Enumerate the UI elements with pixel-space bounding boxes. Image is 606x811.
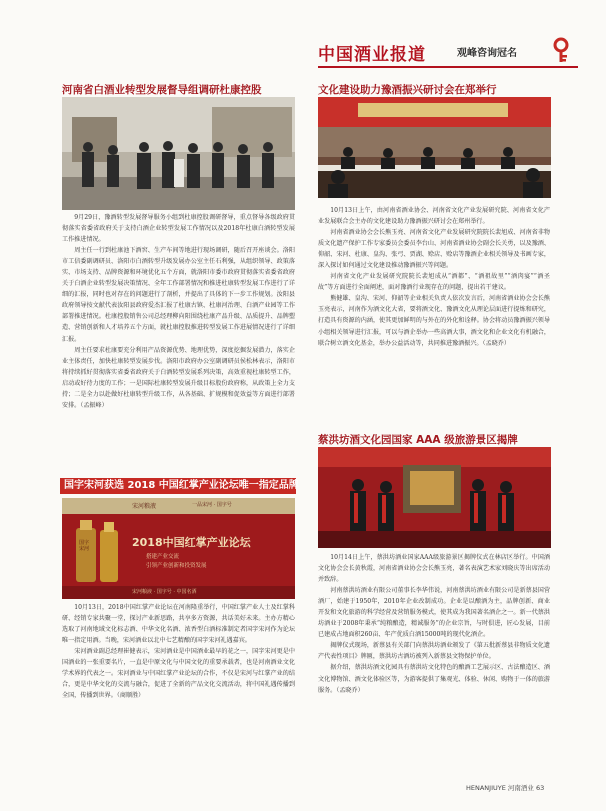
article-body-caixi	[318, 552, 550, 782]
paragraph: 10月13日，2018中国红掌产业论坛在河南隆重举行，中国红掌产业人士及红掌科研、经销专家共聚一堂，探讨产业新思路，共享多方资源，共话美好未来。主办方精心选取了河南地域文化标志酒、中华文化名酒、浓香型白酒标准制定者国字宋河作为论坛唯一指定用酒。当晚，宋河酒业以北中七艺精酿的国字宋河礼遇嘉宾。	[62, 604, 295, 645]
paragraph: 10月14日上午，蔡洪坊酒业国家AAA级旅游景区揭牌仪式在林店区举行。中国酒文化协会会长黄秋霞，河南省酒业协会会长熊玉亮，著名表演艺术家刘晓庆等出席活动并致辞。	[318, 554, 550, 584]
photo-culture-seminar	[318, 97, 551, 198]
page-footer: HENANJIUYE 河南酒业 63	[466, 784, 545, 792]
article-title-caixi: 蔡洪坊酒文化园国家 AAA 级旅游景区揭牌	[318, 434, 518, 446]
paragraph: 熊健雄、皇沟、宋河、仰韶等企业相关负责人依次发言后，河南省酒业协会会长熊玉亮表示，河南作为酒文化大省，要将酒文化、豫酒文化从理论层面进行提炼和研究，打造具有资源的内涵，使其更加鲜明的与外在的外化和诠释。协会将动员豫酒振兴领导小组相关领导进行汇报，可以与酒企举办一些高酒大事，酒文化和企业文化有机融合，联合树立酒文化基金，举办公益活动等，共同推进豫酒振兴。（孟晓乔）	[318, 295, 550, 347]
banner-line: 引领产业创新和投资发展	[146, 563, 207, 569]
paragraph: 周主任要求杜康要充分利用产品资源优势、地理优势，深度挖掘发展潜力，落实企业主体责任，加快杜康转型发展步伐。洛阳市政府办公室副调研员侯松林表示，洛阳市将持续抓好贯彻落实省委省政府关于白酒转型发展系列决策，高效重视杜康转型工作，启动或好待力度的工作；一是国际杜康转型发展升级目标股份政府称，从政策上全力支持；二是全力以赴做好杜康转型升级工作，从各基础、扩规模和促效益等方面进行部署安排。（孟振峰）	[62, 346, 295, 409]
article-body-songhe	[62, 602, 295, 782]
banner-line: 搭建产业交流	[146, 554, 180, 560]
paragraph: 河南省酒业协会会长熊玉亮、河南省文化产业发展研究院院长裴旭成、河南省非物质文化遗产保护工作专家委员会委员李台山、河南省酒业协会副会长关勇，以及豫酒、仰韶、宋河、杜康、皇沟、张弓、贾湖、赊店、赊店等豫酒企业相关领导及书画专家，深入探讨如何通过文化建设推动豫酒振兴等问题。	[318, 229, 550, 270]
banner-songhe-forum	[62, 498, 295, 599]
photo-henan-meeting	[62, 97, 295, 210]
article-title-songhe: 国字宋河获选 2018 中国红掌产业论坛唯一指定品牌	[60, 478, 296, 494]
paragraph: 河南蔡洪坊酒业有限公司董事长李华伟说，河南蔡洪坊酒业有限公司是新蔡县国营酒厂，始建于1950年，2010年企业改制成功。企业是以酿酒为主，品牌创新、商业开发和文化旅游的科学经营及营销服务模式，使其成为我国著名酒企之一。新一代蔡洪坊酒业于2008年秉承“纯粮酿造，精诚服务”的企业宗旨，与时俱进，匠心发展，目前已建成占地面积260亩、年产优质白酒15000吨的现代化酒企。	[318, 587, 550, 639]
article-body-culture	[318, 205, 550, 417]
paragraph: 周主任一行到杜康池下酒窖、生产车间等地进行现场调研，随后召开座谈会。洛阳市工信委副调研员、洛阳市白酒转型升级发展办公室主任石利强，从组织领导、政策落实、市场支持、品牌资源和环境优化五个方面，就洛阳市委市政府贯彻落实省委省政府关于白酒企业转型发展决策情况、全年工作部署情况和推进杜康转型发展工作进行了详细的汇报，同时也对存在的问题进行了剖析，并提出了具体的下一步工作规划。汝阳县政府领导按文献代表汝阳县政府爱杰汇报了杜康古镇、杜康河治理、白酒产业园等工作部署推进情况。杜康控股销售公司总经理柳向阳围绕杜康产品升级、品质提升、品牌塑造、营销创新和人才培养五个方面，就杜康控股推进转型发展工作进展情况进行了详细汇报。	[62, 247, 295, 343]
column-subtitle: 观峰咨询冠名	[457, 48, 517, 59]
banner-footer: 宋河粮液 · 国字号 · 中国名酒	[132, 589, 197, 595]
paragraph: 据介绍，蔡洪坊酒文化园具有蔡洪坊文化特色的酿酒工艺展示区、古法酿造区、酒文化博物馆、酒文化体验区等，为游客提供了集观光、体验、休闲、购物于一体的旅游服务。（孟晓乔）	[318, 664, 550, 694]
banner-bottle-label: 国字宋河	[79, 540, 90, 552]
photo-caixi-ceremony	[318, 447, 551, 548]
article-title-culture: 文化建设助力豫酒振兴研讨会在郑举行	[318, 84, 497, 96]
key-logo-icon	[548, 36, 574, 64]
paragraph: 宋河酒业副总经理崔健表示，宋河酒业是中国酒业最早的花之一，国字宋河更是中国酒业的一张重要名片，一直是中原文化与中国文化的重要承载者，也是河南酒业文化学术界的代表之一。宋河酒业与中国红掌产业论坛的合作，不仅是宋河与红掌产业的结合，更是中华文化的交流与融合，促进了全新的产品文化交流活动，将中国礼遇传播到全国，传播到世界。（商顺胜）	[62, 648, 295, 700]
banner-tagline: 一品宋河 · 国字号	[192, 502, 232, 508]
article-title-henan: 河南省白酒业转型发展督导组调研杜康控股	[62, 84, 262, 96]
paragraph: 河南省文化产业发展研究院院长裴旭成从“酒都”、“酒祖故里”“酒肉宴”“酒圣故”等方面进行全面阐述，面对豫酒行业现存在的问题，提出若干建议。	[318, 273, 550, 292]
paragraph: 揭牌仪式现场，新蔡县有关部门向蔡洪坊酒业颁发了《第五批新蔡县非物质文化遗产代表性项目》牌匾，蔡洪坊古酒坊被列入新蔡县文物保护单位。	[318, 642, 550, 661]
paragraph: 10月13日上午，由河南省酒业协会、河南省文化产业发展研究院、河南省文化产业发展联合会主办的文化建设助力豫酒振兴研讨会在郑州举行。	[318, 207, 550, 226]
banner-brand: 宋河粮液	[132, 503, 157, 510]
header-rule	[318, 66, 578, 68]
paragraph: 9月29日，豫酒转型发展督导服务小组到杜康控股调研督导，重点督导各级政府贯彻落实省委省政府关于支持白酒企业转型发展工作情况以及2018年杜康白酒转型发展工作推进情况。	[62, 214, 295, 244]
column-title: 中国酒业报道	[318, 45, 426, 65]
page-header	[318, 40, 588, 66]
banner-title: 2018中国红掌产业论坛	[132, 536, 251, 549]
article-body-henan	[62, 212, 295, 467]
